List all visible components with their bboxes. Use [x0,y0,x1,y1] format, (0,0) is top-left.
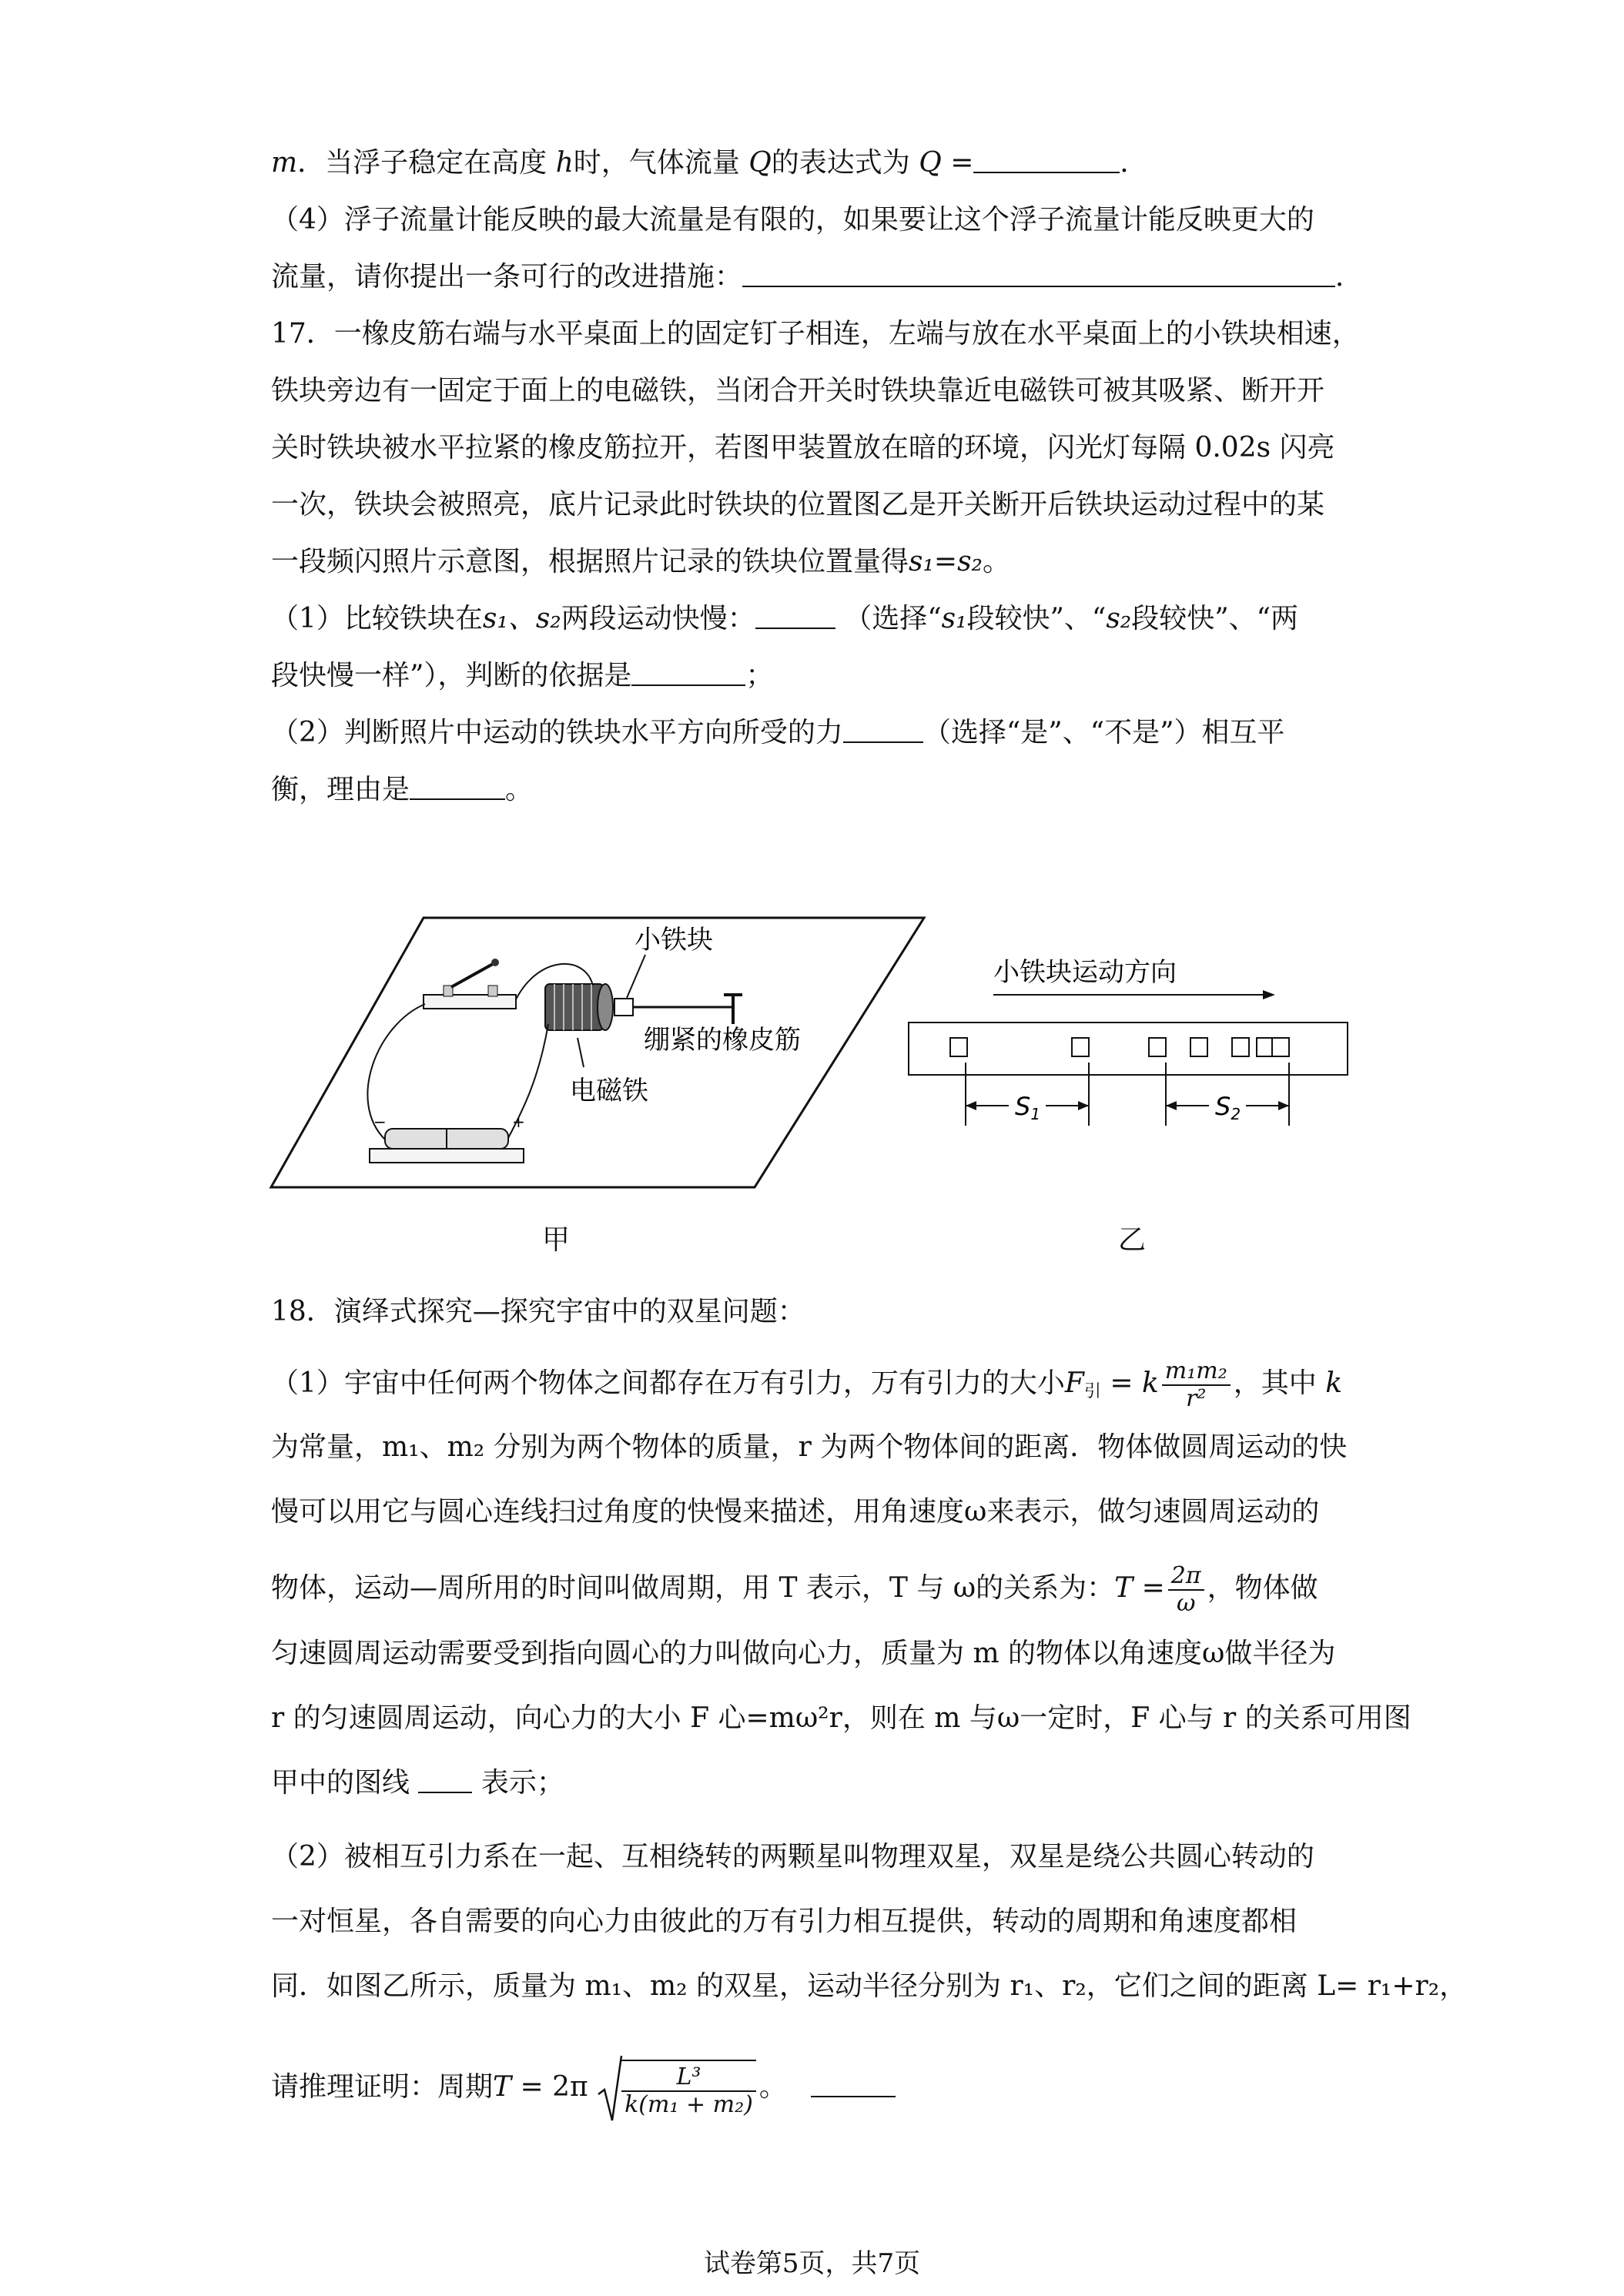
iron-block-image [1072,1038,1089,1056]
q17-p1-line2 [271,658,773,694]
q17-p1-line1 [271,601,1298,638]
q18-l3: 慢可以用它与圆心连线扫过角度的快慢来描述，用角速度ω来表示，做匀速圆周运动的 [271,1496,1320,1528]
q17-line3: 关时铁块被水平拉紧的橡皮筋拉开，若图甲装置放在暗的环境，闪光灯每隔 0.02s 闪亮 [271,432,1335,464]
q16-end: ． [1120,147,1148,179]
q18-eq: = k [1100,1367,1159,1399]
iron-block-image [1149,1038,1166,1056]
q18-p2-l4a: 请推理证明：周期 [271,2071,494,2103]
fraction-den: k(m₁ + m₂) [624,2091,753,2118]
label-rubber-band: 绷紧的橡皮筋 [644,1025,801,1056]
q16-p4-text: 流量，请你提出一条可行的改进措施： [271,261,743,293]
q17-p2-line2a: 衡，理由是 [271,774,410,805]
q17-p1-a: （1）比较铁块在 [271,603,483,634]
q17-p2-b: （选择“是”、“不是”）相互平 [922,717,1285,748]
label-electromagnet: 电磁铁 [570,1076,648,1106]
q18-title: 18．演绎式探究—探究宇宙中的双星问题： [271,1296,805,1327]
q18-p1-line1 [271,1358,1342,1412]
q16-text3: 的表达式为 [771,147,910,179]
q16-text2: 时，气体流量 [573,147,740,179]
label-iron-block: 小铁块 [635,925,713,956]
svg-text:−: − [373,1113,387,1131]
period-fraction [1168,1563,1204,1617]
q18-l2: 为常量，m₁、m₂ 分别为两个物体的质量，r 为两个物体间的距离．物体做圆周运动的快 [271,1431,1348,1463]
q17-line4: 一次，铁块会被照亮，底片记录此时铁块的位置图乙是开关断开后铁块运动过程中的某 [271,489,1325,520]
q18-l5: 匀速圆周运动需要受到指向圆心的力叫做向心力，质量为 m 的物体以角速度ω做半径为 [271,1638,1336,1669]
q17-p1-opt2: s₂ [1106,603,1132,634]
q17-line5-end: 。 [983,546,1011,577]
q17-p1-opt1: s₁ [941,603,967,634]
q18-F-sub: 引 [1083,1382,1101,1401]
q18-var-F: F [1064,1367,1084,1399]
svg-text:+: + [512,1113,525,1131]
answer-blank[interactable] [418,1769,472,1793]
q17-line2: 铁块旁边有一固定于面上的电磁铁，当闭合开关时铁块靠近电磁铁可被其吸紧、断开开 [271,375,1325,407]
q18-p2-eq: = 2π [511,2071,588,2103]
answer-blank[interactable] [755,604,835,629]
q18-p2-l4 [271,2054,896,2124]
page-footer: 试卷第5页，共7页 [703,2248,921,2279]
iron-block-image [1232,1038,1249,1056]
q16-var-Q: Q [748,147,772,179]
answer-blank[interactable] [973,149,1120,173]
q16-p4-line2 [271,259,1363,296]
answer-blank[interactable] [631,661,745,686]
iron-block-image [1190,1038,1207,1056]
caption-jia: 甲 [542,1224,571,1256]
iron-block-image [950,1038,967,1056]
q18-p2-l3: 同．如图乙所示，质量为 m₁、m₂ 的双星，运动半径分别为 r₁、r₂，它们之间的距离 L= r₁+r₂， [271,1970,1468,2002]
q16-var-m: m [271,147,298,179]
q18-var-k: k [1325,1367,1343,1399]
q18-l4b: ，物体做 [1207,1572,1318,1604]
fraction-den: r² [1186,1385,1207,1412]
sqrt-sign [597,2054,623,2124]
fraction-den: ω [1176,1590,1196,1617]
fraction-num: 2π [1168,1563,1204,1591]
q17-p1-opt2b: 段较快”、“两 [1131,603,1299,634]
q17-p1-b: 两段运动快慢： [561,603,755,634]
q17-p1-line2a: 段快慢一样”），判断的依据是 [271,660,632,691]
q18-p1-b: ，其中 [1233,1367,1317,1399]
answer-blank[interactable] [742,263,1335,287]
q18-l6: r 的匀速圆周运动，向心力的大小 F 心=mω²r，则在 m 与ω一定时，F 心与 r 的关系可用图 [271,1702,1411,1734]
electromagnet [545,984,613,1030]
q18-l4-eq: = [1133,1572,1165,1604]
q17-p2-line2b: 。 [505,774,534,805]
sqrt-fraction [621,2060,756,2118]
q16-p4-line1: （4）浮子流量计能反映的最大流量是有限的，如果要让这个浮子流量计能反映更大的 [271,204,1314,236]
caption-yi: 乙 [1118,1224,1147,1256]
block-positions [950,1038,1289,1056]
answer-blank[interactable] [843,718,923,743]
label-direction: 小铁块运动方向 [993,957,1177,988]
figure-yi [901,955,1363,1147]
q17-p1-s: s₁、s₂ [482,603,561,634]
q18-var-T: T [1114,1572,1133,1604]
q16-var-h: h [555,147,574,179]
answer-blank[interactable] [410,775,505,800]
q17-p1-line2b: ； [745,660,774,691]
tabletop [271,918,924,1187]
label-s1: S1 [1015,1092,1041,1123]
q18-l4a: 物体，运动—周所用的时间叫做周期，用 T 表示，T 与 ω的关系为： [271,1572,1115,1604]
q17-line5-eq: s₁=s₂ [909,546,983,577]
q18-var-T2: T [493,2071,512,2103]
q18-l7 [271,1765,564,1802]
battery [370,1113,525,1163]
switch [424,959,516,1009]
iron-block-image [1272,1038,1289,1056]
q18-p2-l2: 一对恒星，各自需要的向心力由彼此的万有引力相互提供，转动的周期和角速度都相 [271,1906,1298,1937]
gravity-fraction [1162,1358,1231,1412]
q18-p1-a: （1）宇宙中任何两个物体之间都存在万有引力，万有引力的大小 [271,1367,1065,1399]
q17-p2-line2 [271,771,533,808]
fraction-num: L³ [621,2064,756,2092]
q16-p4-end: ． [1335,261,1364,293]
q17-line5 [271,544,1010,581]
q17-p1-opt1b: 段较快”、“ [966,603,1107,634]
q17-p2-a: （2）判断照片中运动的铁块水平方向所受的力 [271,717,843,748]
q18-l4 [271,1563,1318,1617]
label-s2: S2 [1215,1092,1241,1123]
fraction-num: m₁m₂ [1162,1358,1231,1386]
q16-text: ．当浮子稳定在高度 [297,147,547,179]
q16-cont-line [271,145,1147,182]
figure-jia [262,909,939,1201]
q17-p1-c: （选择“ [844,603,942,634]
q17-line5-text: 一段频闪照片示意图，根据照片记录的铁块位置量得 [271,546,909,577]
q16-var-Q2: Q [919,147,942,179]
q17-p2-line1 [271,715,1285,751]
sqrt-expression [597,2054,759,2124]
q18-p2-l1: （2）被相互引力系在一起、互相绕转的两颗星叫物理双星，双星是绕公共圆心转动的 [271,1841,1314,1873]
answer-blank[interactable] [811,2073,896,2097]
q18-l7b: 表示； [481,1767,564,1799]
iron-block-image [1257,1038,1274,1056]
q18-p2-end: 。 [758,2071,787,2103]
q18-l7a: 甲中的图线 [271,1767,410,1799]
iron-block [614,999,633,1016]
q16-eq: = [941,147,974,179]
q17-line1: 17．一橡皮筋右端与水平桌面上的固定钉子相连，左端与放在水平桌面上的小铁块相速， [271,318,1360,350]
